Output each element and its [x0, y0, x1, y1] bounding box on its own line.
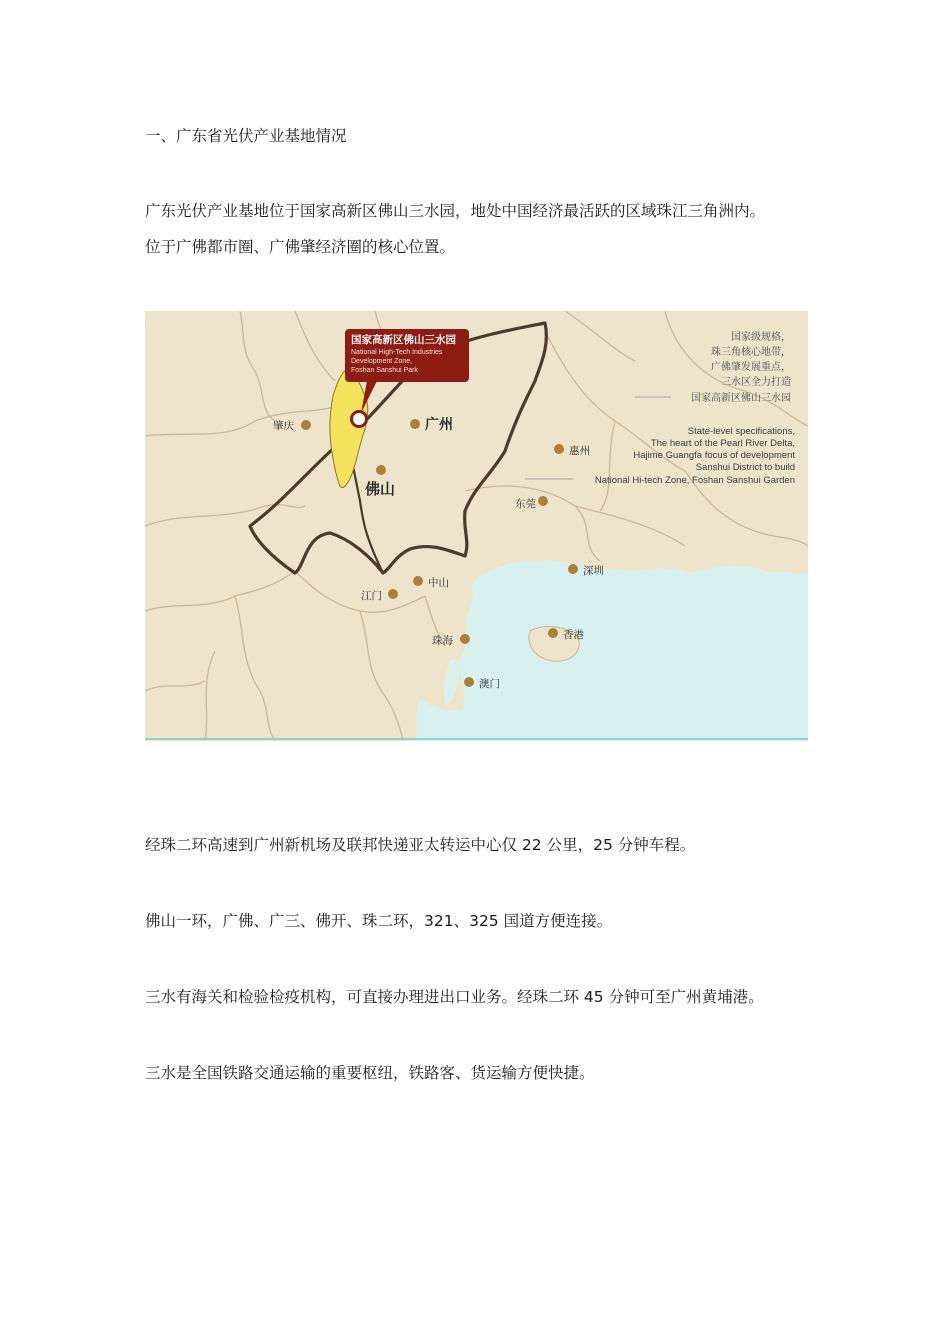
intro-paragraph-line-1: 广东光伏产业基地位于国家高新区佛山三水园，地处中国经济最活跃的区域珠江三角洲内。 [145, 202, 766, 220]
city-dot-icon [413, 576, 423, 586]
city-dot-icon [538, 496, 548, 506]
note-cn-4: 三水区全力打造 [721, 377, 791, 388]
city-label-zhuhai: 珠海 [432, 635, 453, 647]
city-dot-icon [410, 419, 420, 429]
city-dot-icon [301, 420, 311, 430]
intro-paragraph-line-2: 位于广佛都市圈、广佛肇经济圈的核心位置。 [145, 238, 456, 256]
city-dot-icon [460, 634, 470, 644]
city-dot-icon [554, 444, 564, 454]
map-sea [415, 560, 808, 741]
callout-box [345, 329, 469, 382]
city-dot-icon [388, 589, 398, 599]
note-en-3: Hajime Guangfa focus of development [633, 450, 795, 461]
note-cn-1: 国家级规格， [731, 332, 791, 343]
city-label-jiangmen: 江门 [361, 590, 382, 602]
sanshui-park-marker-icon [352, 412, 367, 427]
city-label-guangzhou: 广州 [425, 417, 453, 433]
city-label-dongguan: 东莞 [515, 498, 536, 510]
customs-paragraph: 三水有海关和检验检疫机构，可直接办理进出口业务。经珠二环 45 分钟可至广州黄埔港。 [145, 988, 764, 1006]
rail-paragraph: 三水是全国铁路交通运输的重要枢纽，铁路客、货运输方便快捷。 [145, 1064, 595, 1082]
note-en-5: National Hi-tech Zone, Foshan Sanshui Garden [594, 475, 795, 486]
city-label-foshan: 佛山 [365, 480, 396, 498]
city-label-macau: 澳门 [479, 678, 500, 690]
city-label-zhongshan: 中山 [428, 577, 449, 589]
section-heading: 一、广东省光伏产业基地情况 [145, 127, 347, 145]
note-cn-2: 珠三角核心地带， [711, 347, 791, 358]
city-label-hongkong: 香港 [563, 629, 584, 641]
city-label-shenzhen: 深圳 [583, 565, 604, 577]
callout-title: 国家高新区佛山三水园 [351, 334, 456, 346]
note-cn-5: 国家高新区佛山三水园 [691, 393, 791, 404]
note-en-1: State-level specifications, [687, 426, 795, 437]
roads-paragraph: 佛山一环，广佛、广三、佛开、珠二环，321、325 国道方便连接。 [145, 912, 613, 930]
city-dot-icon [568, 564, 578, 574]
city-label-zhaoqing: 肇庆 [273, 420, 294, 432]
callout-en-line-3: Foshan Sanshui Park [351, 367, 418, 374]
city-dot-icon [548, 628, 558, 638]
transport-paragraph: 经珠二环高速到广州新机场及联邦快递亚太转运中心仅 22 公里，25 分钟车程。 [145, 836, 696, 854]
city-dot-icon [376, 465, 386, 475]
city-label-huizhou: 惠州 [569, 445, 590, 457]
city-dot-icon [464, 677, 474, 687]
callout-en-line-2: Development Zone, [351, 358, 413, 365]
note-en-4: Sanshui District to build [695, 462, 795, 473]
note-en-2: The heart of the Pearl River Delta, [650, 438, 795, 449]
note-cn-3: 广佛肇发展重点， [711, 362, 791, 373]
pearl-river-delta-map [145, 311, 808, 741]
callout-en-line-1: National High-Tech Industries [351, 349, 443, 356]
